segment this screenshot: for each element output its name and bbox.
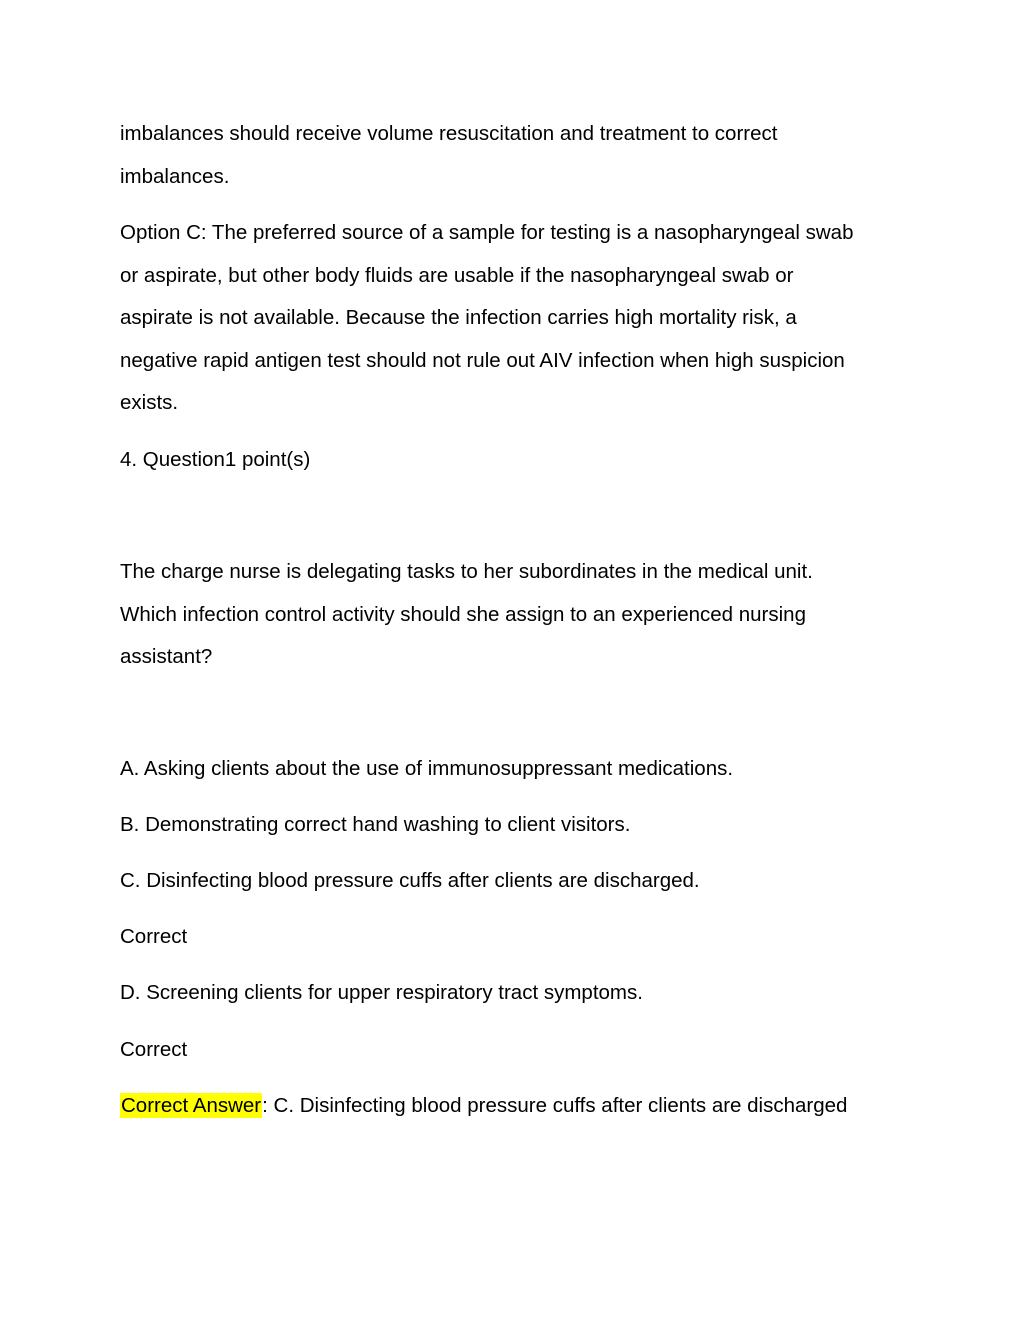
question-stem-line: The charge nurse is delegating tasks to her subordinates in the medical unit.	[120, 560, 813, 583]
paragraph-line: imbalances.	[120, 165, 230, 188]
feedback-correct: Correct	[120, 1038, 188, 1061]
correct-answer-line	[120, 1092, 847, 1120]
paragraph-line: or aspirate, but other body fluids are usable if the nasopharyngeal swab or	[120, 264, 794, 287]
paragraph-line: aspirate is not available. Because the infection carries high mortality risk, a	[120, 306, 797, 329]
question-stem-line: Which infection control activity should she assign to an experienced nursing	[120, 603, 806, 626]
answer-option-d: D. Screening clients for upper respiratory tract symptoms.	[120, 981, 643, 1004]
question-stem-line: assistant?	[120, 645, 213, 668]
paragraph-line: exists.	[120, 391, 179, 414]
paragraph-line: Option C: The preferred source of a sample for testing is a nasopharyngeal swab	[120, 221, 854, 244]
paragraph-line: negative rapid antigen test should not rule out AIV infection when high suspicion	[120, 349, 845, 372]
answer-option-a: A. Asking clients about the use of immunosuppressant medications.	[120, 757, 734, 780]
answer-option-c: C. Disinfecting blood pressure cuffs after clients are discharged.	[120, 869, 700, 892]
paragraph-line: imbalances should receive volume resuscitation and treatment to correct	[120, 122, 778, 145]
correct-answer-text: : C. Disinfecting blood pressure cuffs after clients are discharged	[262, 1094, 848, 1117]
question-header: 4. Question1 point(s)	[120, 448, 311, 471]
feedback-correct: Correct	[120, 925, 188, 948]
answer-option-b: B. Demonstrating correct hand washing to client visitors.	[120, 813, 631, 836]
correct-answer-label: Correct Answer	[121, 1094, 262, 1117]
